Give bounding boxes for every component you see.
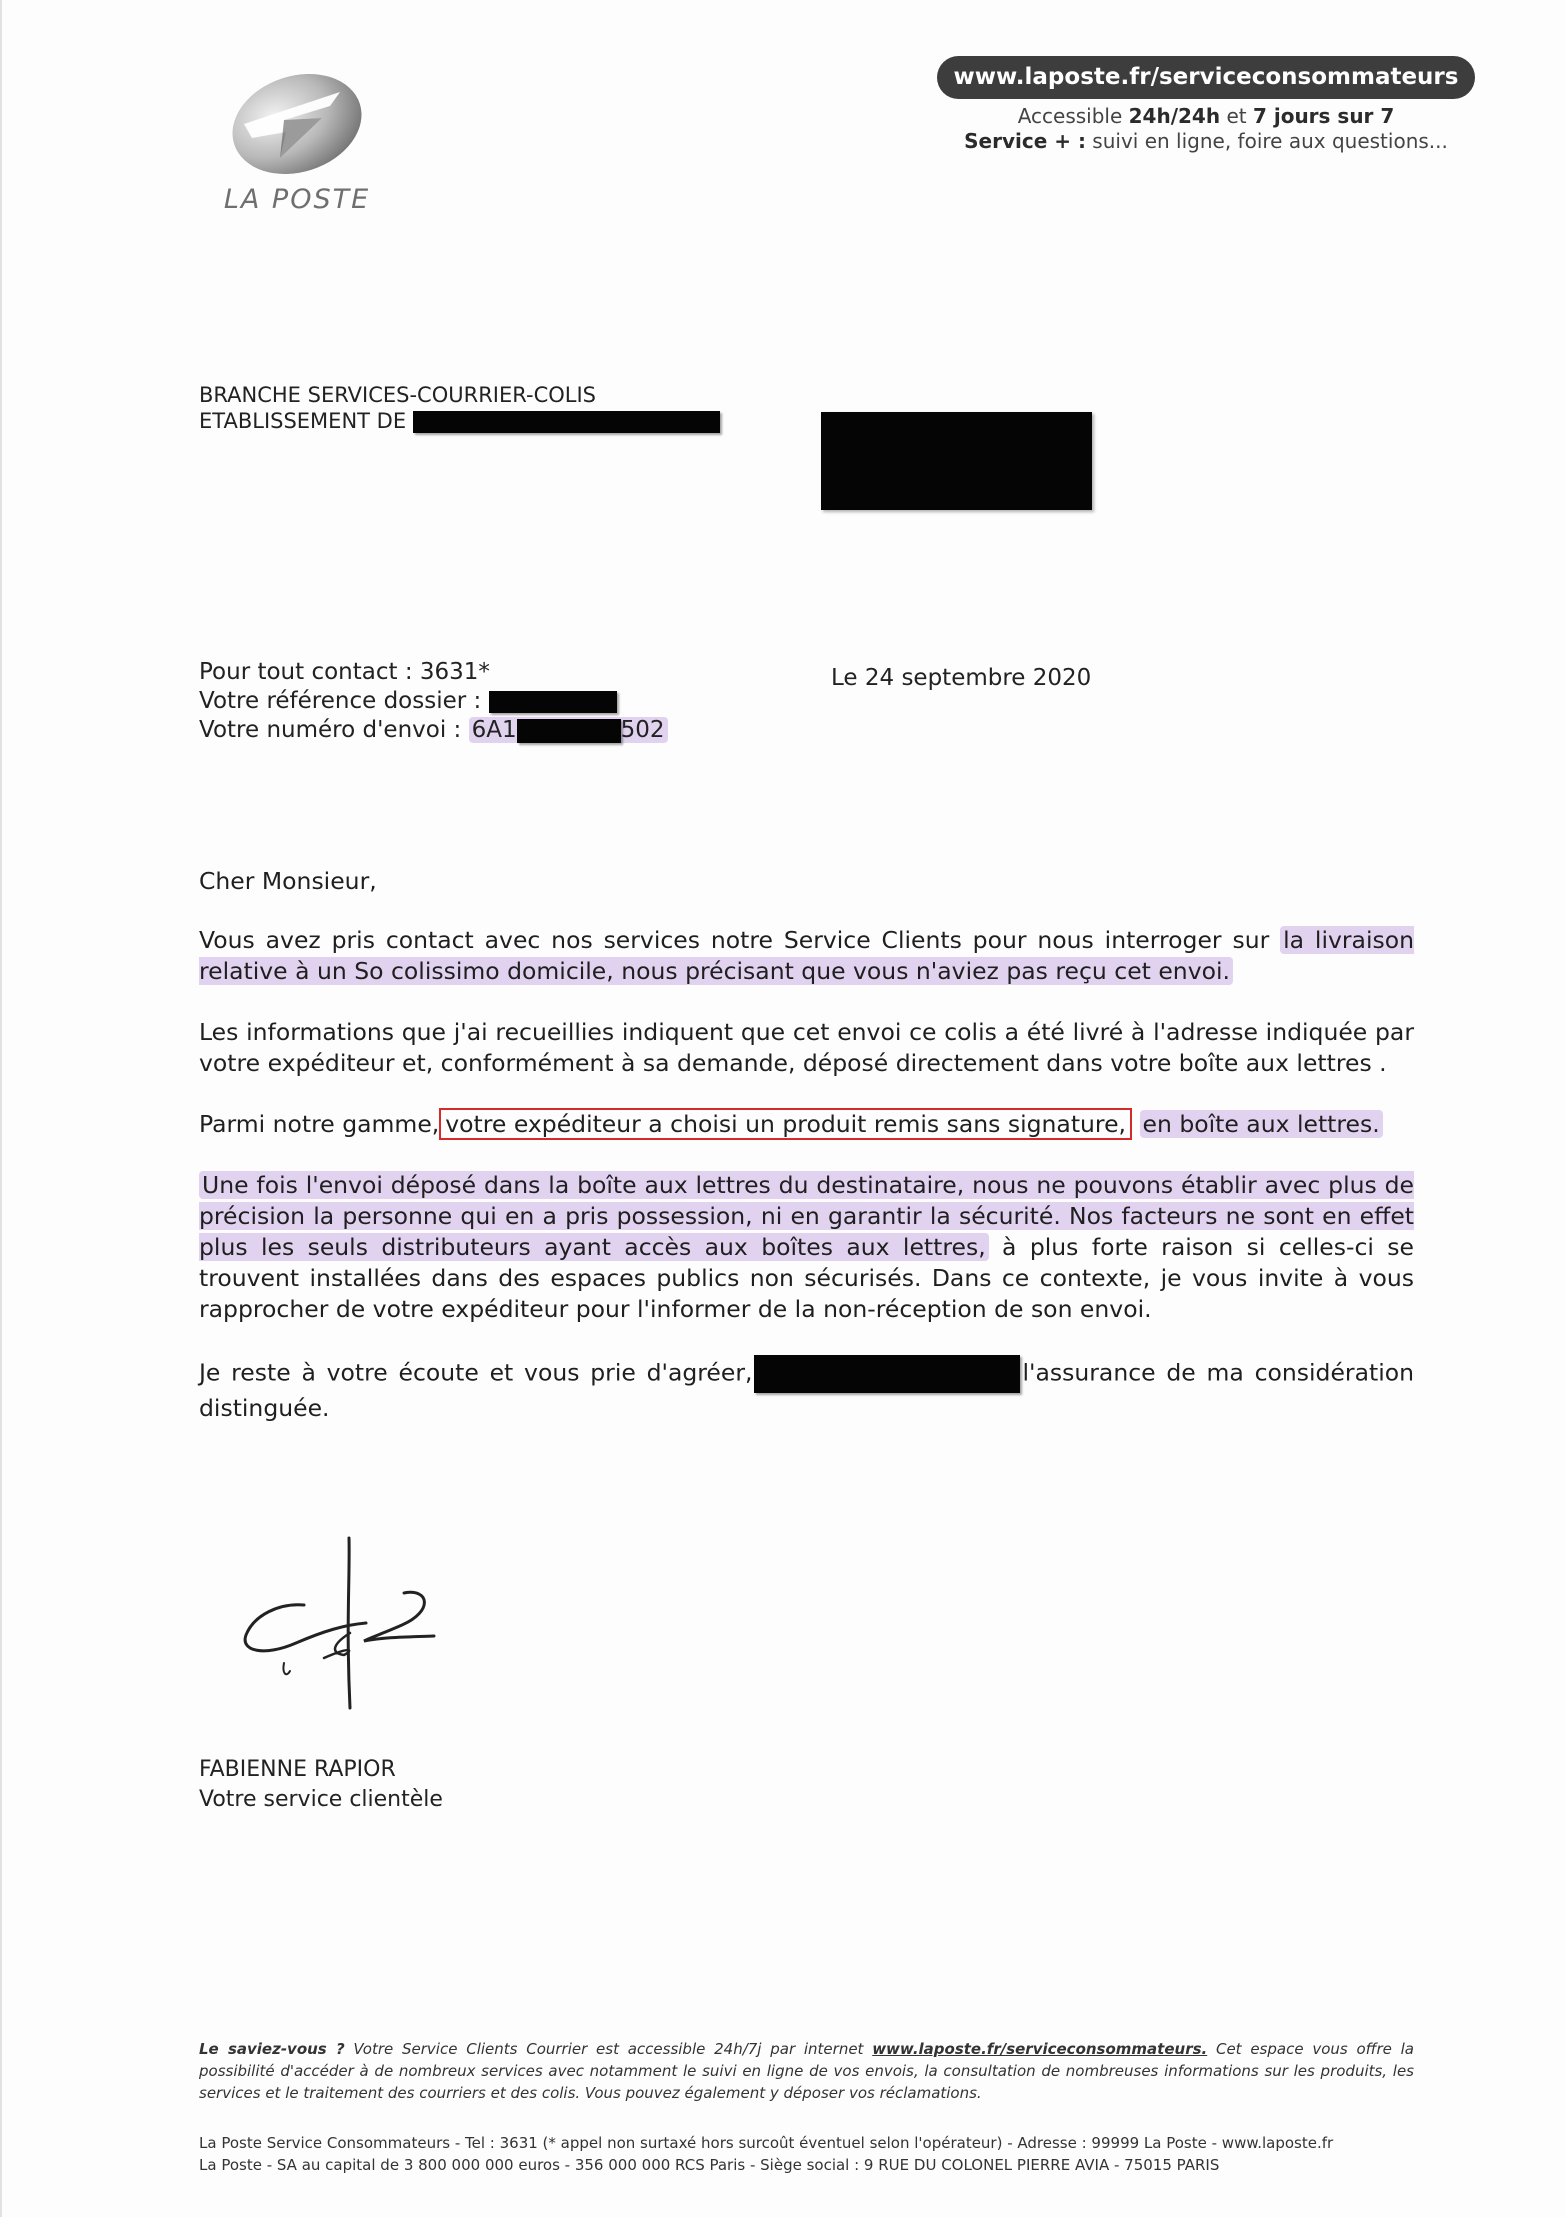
highlight: Une fois l'envoi déposé dans la boîte aux lettres du destinataire, nous ne pouvons établir avec plus de précision la personne qui en a pris possession, ni en garantir la sécurité. Nos facteurs ne sont en effet plus les seuls distributeurs ayant accès aux boîtes aux lettres, <box>199 1171 1414 1261</box>
service-plus-line: Service + : suivi en ligne, foire aux questions... <box>964 129 1448 153</box>
service-url-banner[interactable]: www.laposte.fr/serviceconsommateurs <box>937 56 1475 99</box>
recipient-address-redaction <box>821 412 1092 510</box>
paragraph-1: Vous avez pris contact avec nos services notre Service Clients pour nous interroger sur la livraison relative à un So colissimo domicile, nous précisant que vous n'aviez pas reçu cet envoi. <box>199 926 1414 985</box>
boxed-statement: votre expéditeur a choisi un produit remis sans signature, <box>439 1108 1132 1140</box>
footer-legal-line-2: La Poste - SA au capital de 3 800 000 000 euros - 356 000 000 RCS Paris - Siège social : 9 RUE DU COLONEL PIERRE AVIA - 75015 PARIS <box>199 2156 1220 2174</box>
footer-note: Le saviez-vous ? Votre Service Clients Courrier est accessible 24h/7j par internet www.laposte.fr/serviceconsommateurs. Cet espace vous offre la possibilité d'accéder à de nombreux services avec notamment le suivi en ligne de vos envois, la consultation de nombreuses informations sur les produits, les services et le traitement des courriers et des colis. Vous pouvez également y déposer vos réclamations. <box>199 2040 1414 2102</box>
redaction-bar <box>413 411 720 433</box>
paragraph-3: Parmi notre gamme, votre expéditeur a choisi un produit remis sans signature, en boîte aux lettres. <box>199 1109 1414 1140</box>
la-poste-wordmark: LA POSTE <box>223 184 371 215</box>
signer-name: FABIENNE RAPIOR <box>199 1757 396 1782</box>
paragraph-2: Les informations que j'ai recueillies indiquent que cet envoi ce colis a été livré à l'adresse indiquée par votre expéditeur et, conformément à sa demande, déposé directement dans votre boîte aux lettres . <box>199 1018 1414 1077</box>
sender-branch: BRANCHE SERVICES-COURRIER-COLIS <box>199 383 597 407</box>
accessibility-line: Accessible 24h/24h et 7 jours sur 7 <box>1017 104 1395 128</box>
redaction-bar <box>517 719 621 743</box>
sender-establishment: ETABLISSEMENT DE <box>199 408 720 434</box>
letter-body <box>199 866 1414 1454</box>
contact-phone: Pour tout contact : 3631* <box>199 659 490 685</box>
redaction-bar <box>489 691 617 713</box>
signer-block <box>199 1755 443 1815</box>
salutation: Cher Monsieur, <box>199 867 377 895</box>
footer-legal-line-1: La Poste Service Consommateurs - Tel : 3631 (* appel non surtaxé hors surcoût éventuel selon l'opérateur) - Adresse : 99999 La Poste - www.laposte.fr <box>199 2134 1334 2152</box>
tracking-highlight: 6A1 502 <box>469 717 668 743</box>
footer-legal <box>199 2132 1414 2176</box>
closing-paragraph: Je reste à votre écoute et vous prie d'agréer, l'assurance de ma considération distinguée. <box>199 1355 1414 1424</box>
signer-title: Votre service clientèle <box>199 1787 443 1812</box>
file-reference: Votre référence dossier : <box>199 687 668 716</box>
sender-block <box>199 382 720 434</box>
redaction-bar <box>754 1355 1020 1393</box>
highlight: en boîte aux lettres. <box>1140 1110 1383 1138</box>
footer-link[interactable]: www.laposte.fr/serviceconsommateurs. <box>872 2040 1208 2058</box>
tracking-number: Votre numéro d'envoi : 6A1 502 <box>199 716 668 745</box>
la-poste-bird-icon <box>222 66 372 181</box>
paragraph-4: Une fois l'envoi déposé dans la boîte aux lettres du destinataire, nous ne pouvons établir avec plus de précision la personne qui en a pris possession, ni en garantir la sécurité. Nos facteurs ne sont en effet plus les seuls distributeurs ayant accès aux boîtes aux lettres, à plus forte raison si celles-ci se trouvent installées dans des espaces publics non sécurisés. Dans ce contexte, je vous invite à vous rapprocher de votre expéditeur pour l'informer de la non-réception de son envoi. <box>199 1171 1414 1323</box>
handwritten-signature <box>234 1533 444 1717</box>
contact-block <box>199 658 668 745</box>
letter-date: Le 24 septembre 2020 <box>831 665 1092 691</box>
highlight: la livraison relative à un So colissimo domicile, nous précisant que vous n'aviez pas reçu cet envoi. <box>199 926 1414 985</box>
la-poste-logo <box>202 66 392 226</box>
